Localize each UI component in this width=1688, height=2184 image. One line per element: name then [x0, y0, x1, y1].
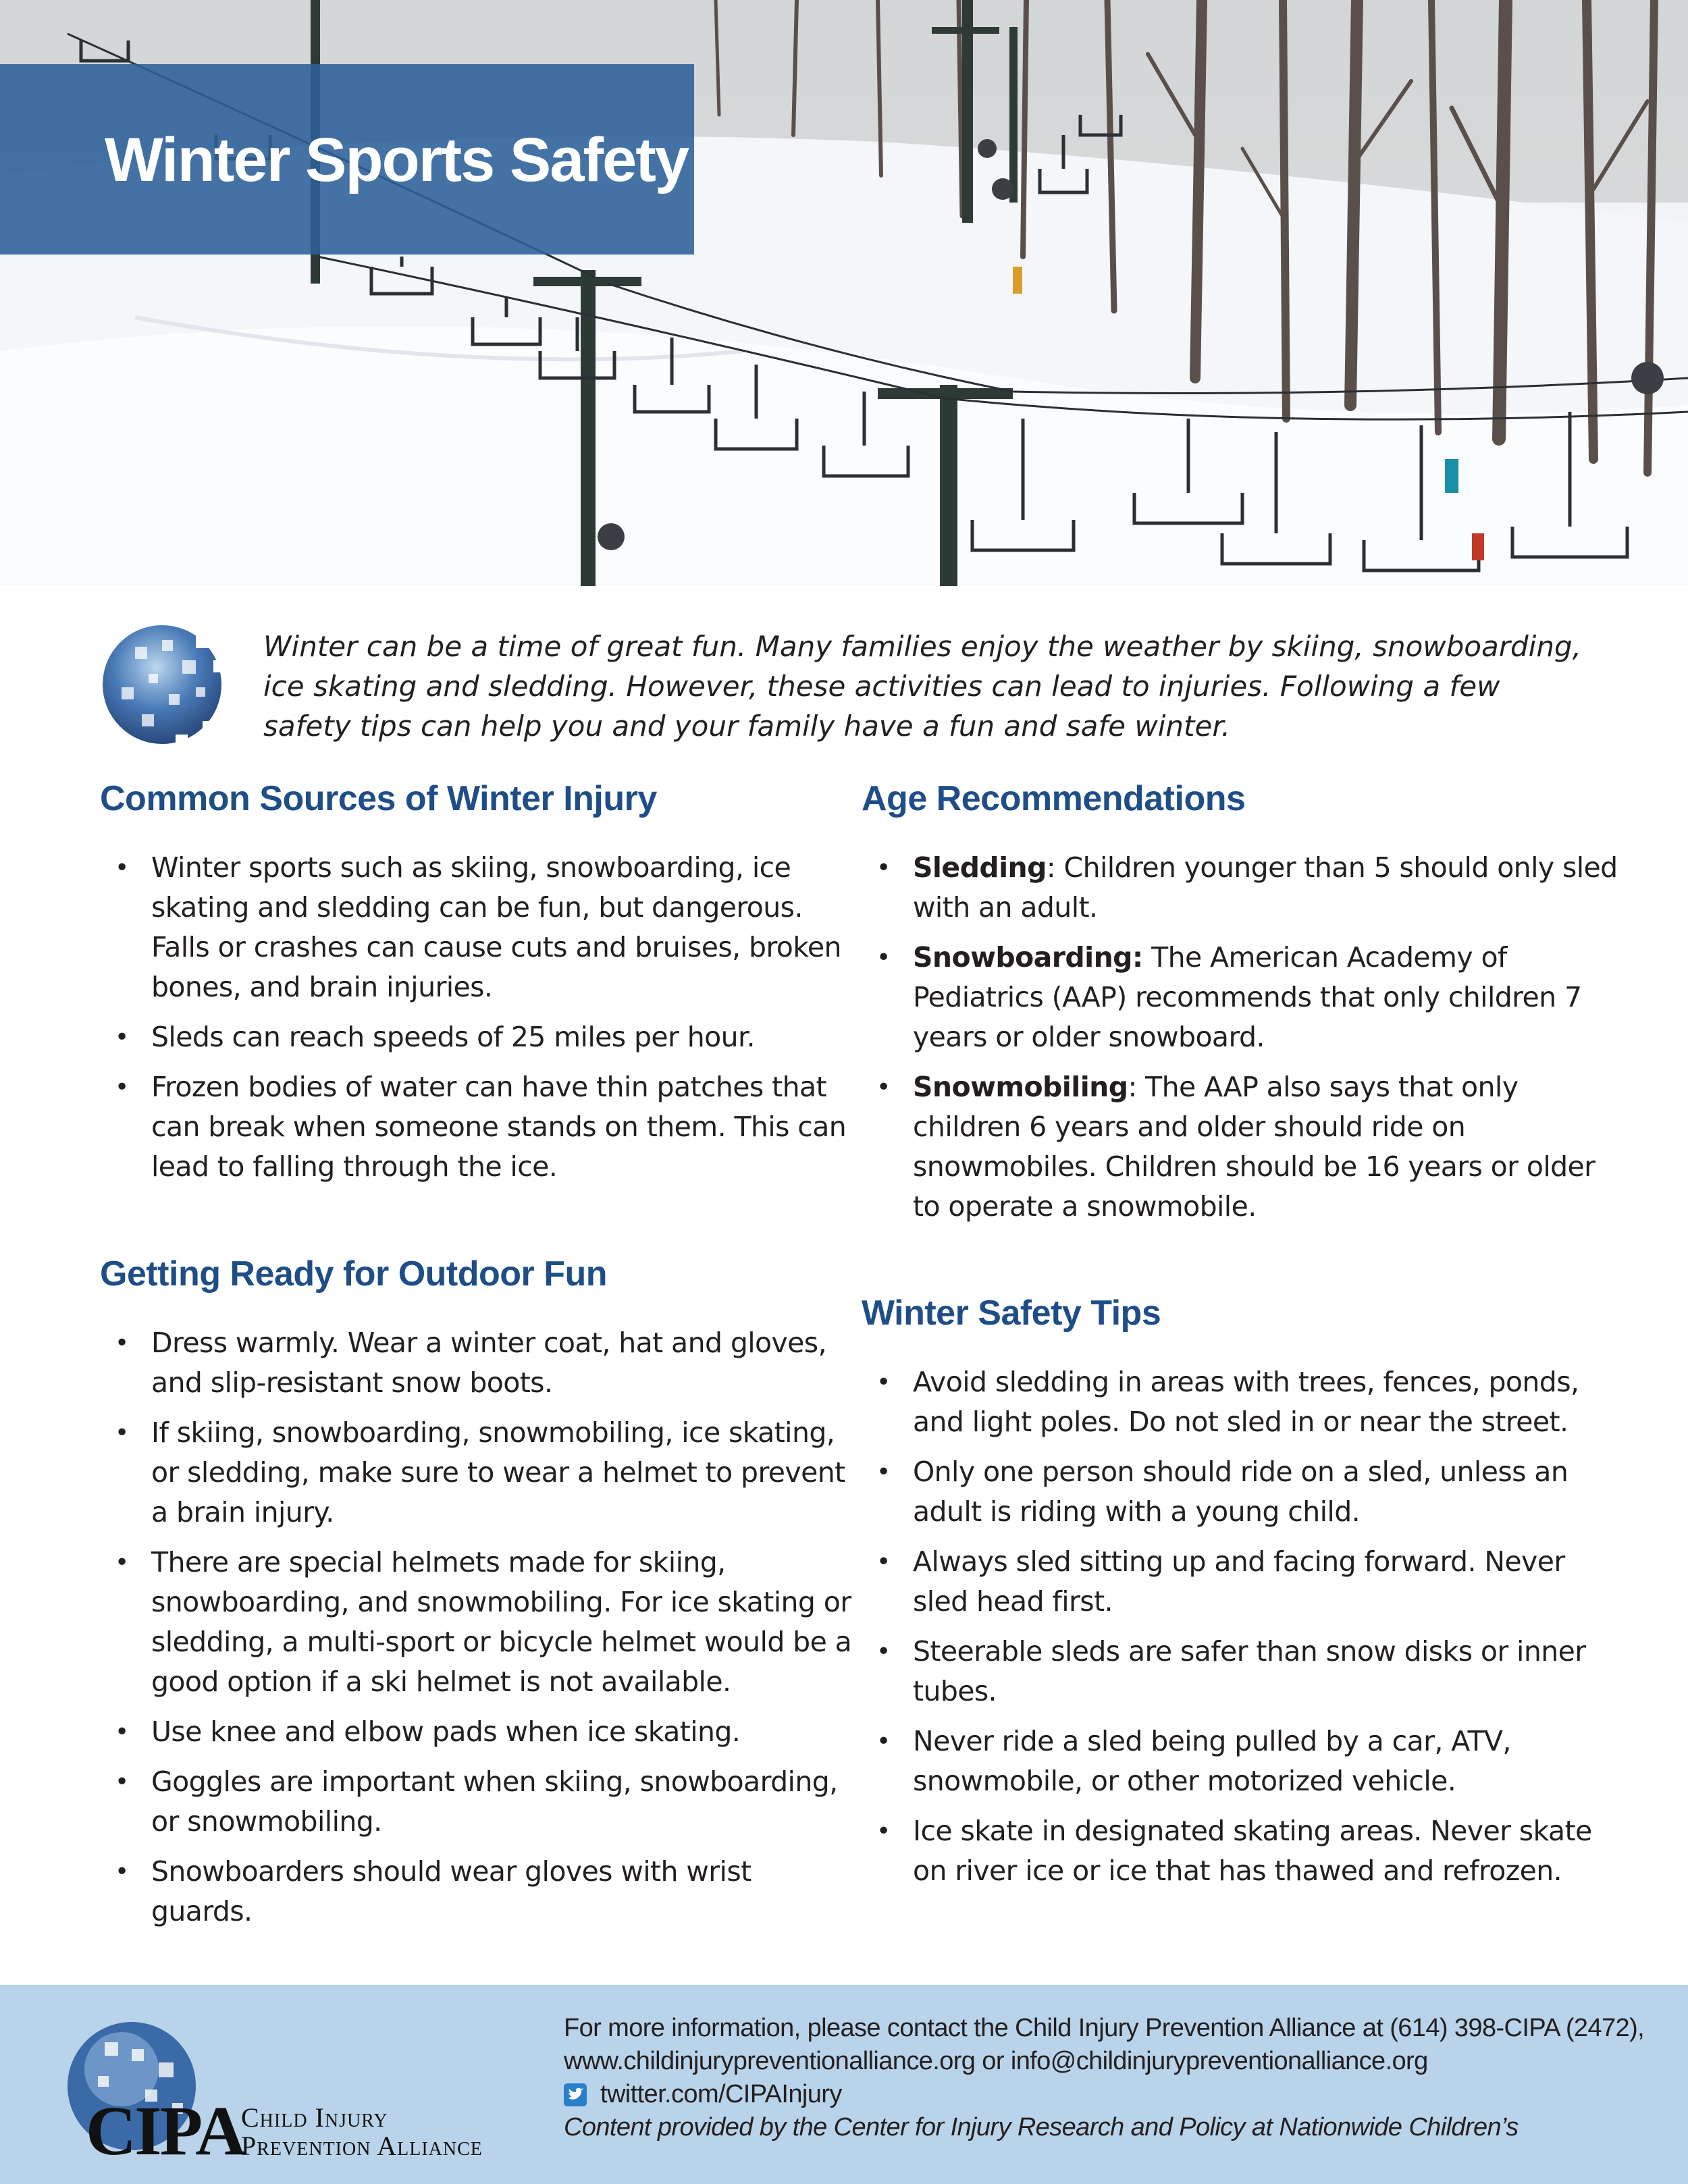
twitter-row [564, 2078, 1671, 2111]
list-item: • Steerable sleds are safer than snow disks or inner tubes. [858, 1632, 1627, 1711]
list-item: • Only one person should ride on a sled, unless an adult is riding with a young child. [858, 1452, 1627, 1532]
bullet-list [96, 1323, 852, 1942]
list-item: • Frozen bodies of water can have thin patches that can break when someone stands on them. This can lead to falling through the ice. [96, 1067, 852, 1187]
bullet-list [858, 848, 1627, 1237]
item-lead: Snowmobiling [913, 1071, 1128, 1103]
list-item: • There are special helmets made for skiing, snowboarding, and snowmobiling. For ice skating or sledding, a multi-sport or bicycle helmet would be a good option if a ski helmet is not available. [96, 1543, 852, 1702]
list-item: • Always sled sitting up and facing forward. Never sled head first. [858, 1542, 1627, 1622]
twitter-icon [564, 2083, 587, 2106]
item-lead: Sledding [913, 851, 1047, 884]
bullet-list [96, 848, 852, 1197]
intro-paragraph: Winter can be a time of great fun. Many families enjoy the weather by skiing, snowboarding, ice skating and sledding. However, these activities can lead to injuries. Following a few safety tips can help you and your family have a fun and safe winter. [263, 630, 1581, 743]
section-heading: Age Recommendations [862, 779, 1246, 818]
bullet-list [858, 1362, 1627, 1901]
list-item [858, 938, 1627, 1057]
contact-links[interactable]: www.childinjurypreventionalliance.org or info@childinjurypreventionalliance.org [564, 2047, 1428, 2075]
item-text: : Children younger than 5 should only sled with an adult. [913, 851, 1618, 924]
list-item: • Goggles are important when skiing, snowboarding, or snowmobiling. [96, 1762, 852, 1842]
section-heading: Getting Ready for Outdoor Fun [100, 1254, 608, 1294]
list-item: • Use knee and elbow pads when ice skating. [96, 1712, 852, 1752]
footer [0, 1985, 1688, 2184]
logo-acronym: CIPA [86, 2092, 244, 2170]
list-item: • Never ride a sled being pulled by a car, ATV, snowmobile, or other motorized vehicle. [858, 1722, 1627, 1801]
logo-name-line1: Child Injury [241, 2102, 388, 2133]
list-item [858, 1067, 1627, 1227]
list-item: • Avoid sledding in areas with trees, fences, ponds, and light poles. Do not sled in or near the street. [858, 1362, 1627, 1442]
contact-info [564, 2012, 1671, 2144]
item-lead: Snowboarding: [913, 941, 1143, 974]
item-text: : The AAP also says that only children 6 years and older should ride on snowmobiles. Children should be 16 years or older to operate a snowmobile. [913, 1071, 1595, 1223]
list-item: • Snowboarders should wear gloves with wrist guards. [96, 1852, 852, 1932]
cipa-logo [57, 2015, 544, 2170]
contact-line: For more information, please contact the Child Injury Prevention Alliance at (614) 398-CIPA (2472), [564, 2014, 1645, 2042]
list-item: • Ice skate in designated skating areas. Never skate on river ice or ice that has thawed and refrozen. [858, 1811, 1627, 1891]
twitter-link[interactable]: twitter.com/CIPAInjury [600, 2080, 842, 2108]
item-text: The American Academy of Pediatrics (AAP) recommends that only children 7 years or older snowboard. [913, 941, 1582, 1053]
list-item: • Dress warmly. Wear a winter coat, hat and gloves, and slip-resistant snow boots. [96, 1323, 852, 1403]
page-title: Winter Sports Safety [105, 126, 689, 194]
list-item: • Sleds can reach speeds of 25 miles per hour. [96, 1017, 852, 1057]
list-item: • If skiing, snowboarding, snowmobiling, ice skating, or sledding, make sure to wear a helmet to prevent a brain injury. [96, 1413, 852, 1533]
list-item: • Winter sports such as skiing, snowboarding, ice skating and sledding can be fun, but dangerous. Falls or crashes can cause cuts and bruises, broken bones, and brain injuries. [96, 848, 852, 1007]
section-heading: Winter Safety Tips [862, 1294, 1161, 1333]
content-credit: Content provided by the Center for Injury Research and Policy at Nationwide Children’s [564, 2113, 1519, 2141]
globe-logo-icon [95, 620, 230, 749]
title-band [0, 64, 694, 255]
hero-photo [0, 0, 1688, 586]
list-item [858, 848, 1627, 928]
logo-name-line2: Prevention Alliance [241, 2131, 483, 2161]
section-heading: Common Sources of Winter Injury [100, 779, 657, 818]
